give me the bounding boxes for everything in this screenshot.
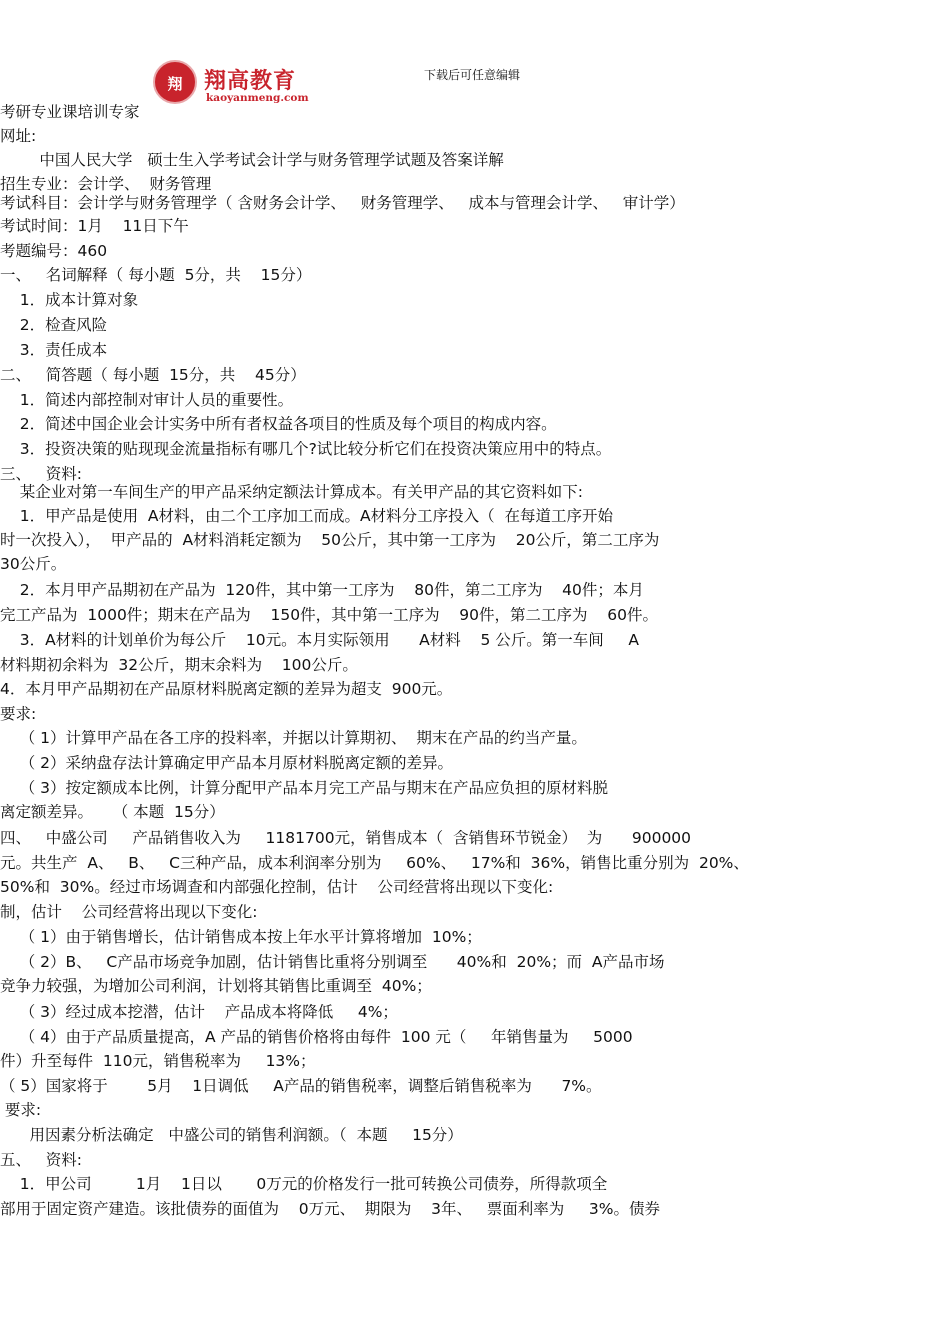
- doc-line-29: （ 3）按定额成本比例，计算分配甲产品本月完工产品与期末在产品应负担的原材料脱: [0, 779, 608, 797]
- logo-name: 翔高教育: [204, 69, 297, 94]
- doc-line-1: 考研专业课培训专家: [0, 103, 140, 121]
- doc-line-15: 3．投资决策的贴现现金流量指标有哪几个?试比较分析它们在投资决策应用中的特点。: [0, 440, 612, 458]
- doc-line-45: 1．甲公司 1月 1日以 0万元的价格发行一批可转换公司债券，所得款项全: [0, 1175, 608, 1193]
- doc-line-14: 2．简述中国企业会计实务中所有者权益各项目的性质及每个项目的构成内容。: [0, 415, 557, 433]
- doc-line-11: 3．责任成本: [0, 341, 108, 359]
- doc-line-2: 网址:: [0, 127, 37, 145]
- doc-line-26: 要求:: [0, 705, 37, 723]
- doc-line-32: 元。共生产 A、 B、 C三种产品，成本利润率分别为 60%、 17%和 36%，销售比重分别为 20%、: [0, 854, 749, 872]
- doc-line-42: 要求:: [0, 1101, 42, 1119]
- doc-line-17: 某企业对第一车间生产的甲产品采纳定额法计算成本。有关甲产品的其它资料如下:: [0, 483, 583, 501]
- doc-line-22: 完工产品为 1000件；期末在产品为 150件，其中第一工序为 90件，第二工序为 60件。: [0, 606, 658, 624]
- doc-line-21: 2．本月甲产品期初在产品为 120件，其中第一工序为 80件，第二工序为 40件；本月: [0, 581, 644, 599]
- doc-line-46: 部用于固定资产建造。该批债券的面值为 0万元、 期限为 3年、 票面利率为 3%。债券: [0, 1200, 661, 1218]
- doc-line-20: 30公斤。: [0, 555, 67, 573]
- doc-line-23: 3．A材料的计划单价为每公斤 10元。本月实际领用 A材料 5 公斤。第一车间 A: [0, 631, 640, 649]
- logo-url: kaoyanmeng.com: [206, 92, 309, 104]
- doc-line-27: （ 1）计算甲产品在各工序的投料率，并据以计算期初、 期末在产品的约当产量。: [0, 729, 587, 747]
- doc-line-6: 考试时间：1月 11日下午: [0, 217, 189, 235]
- doc-line-41: （ 5）国家将于 5月 1日调低 A产品的销售税率，调整后销售税率为 7%。: [0, 1077, 602, 1095]
- section-heading-5: 五、 资料:: [0, 1151, 83, 1169]
- doc-line-34: 制，估计 公司经营将出现以下变化:: [0, 903, 258, 921]
- doc-line-40: 件）升至每件 110元，销售税率为 13%；: [0, 1052, 316, 1070]
- doc-line-39: （ 4）由于产品质量提高，A 产品的销售价格将由每件 100 元（ 年销售量为 5000: [0, 1028, 633, 1046]
- section-heading-1: 一、 名词解释（ 每小题 5分，共 15分）: [0, 266, 312, 284]
- doc-line-43: 用因素分析法确定 中盛公司的销售利润额。（ 本题 15分）: [0, 1126, 463, 1144]
- section-heading-3: 三、 资料:: [0, 465, 83, 483]
- logo: [150, 56, 310, 112]
- doc-line-7: 考题编号：460: [0, 242, 108, 260]
- doc-line-19: 时一次投入）， 甲产品的 A材料消耗定额为 50公斤，其中第一工序为 20公斤，第二工序为: [0, 531, 660, 549]
- section-heading-4: 四、 中盛公司 产品销售收入为 1181700元，销售成本（ 含销售环节锐金） 为 900000: [0, 829, 692, 847]
- logo-seal-icon: 翔: [153, 60, 197, 104]
- doc-line-36: （ 2）B、 C产品市场竞争加剧，估计销售比重将分别调至 40%和 20%；而 A产品市场: [0, 953, 665, 971]
- doc-line-37: 竞争力较强，为增加公司利润，计划将其销售比重调至 40%；: [0, 977, 432, 995]
- doc-title: 中国人民大学 硕士生入学考试会计学与财务管理学试题及答案详解: [0, 151, 504, 169]
- edit-tagline: 下载后可任意编辑: [424, 68, 521, 82]
- doc-line-38: （ 3）经过成本挖潜，估计 产品成本将降低 4%；: [0, 1003, 398, 1021]
- doc-line-25: 4．本月甲产品期初在产品原材料脱离定额的差异为超支 900元。: [0, 680, 453, 698]
- doc-line-28: （ 2）采纳盘存法计算确定甲产品本月原材料脱离定额的差异。: [0, 754, 453, 772]
- doc-line-24: 材料期初余料为 32公斤，期末余料为 100公斤。: [0, 656, 358, 674]
- doc-line-18: 1．甲产品是使用 A材料，由二个工序加工而成。A材料分工序投入（ 在每道工序开始: [0, 507, 613, 525]
- section-heading-2: 二、 简答题（ 每小题 15分，共 45分）: [0, 366, 306, 384]
- doc-line-4: 招生专业：会计学、 财务管理: [0, 175, 212, 193]
- doc-line-9: 1．成本计算对象: [0, 291, 139, 309]
- doc-line-10: 2．检查风险: [0, 316, 108, 334]
- doc-line-30: 离定额差异。 （ 本题 15分）: [0, 803, 225, 821]
- doc-line-33: 50%和 30%。经过市场调查和内部强化控制，估计 公司经营将出现以下变化:: [0, 878, 554, 896]
- doc-line-35: （ 1）由于销售增长，估计销售成本按上年水平计算将增加 10%；: [0, 928, 482, 946]
- doc-line-13: 1．简述内部控制对审计人员的重要性。: [0, 391, 294, 409]
- doc-line-5: 考试科目：会计学与财务管理学（ 含财务会计学、 财务管理学、 成本与管理会计学、 审计学）: [0, 194, 685, 212]
